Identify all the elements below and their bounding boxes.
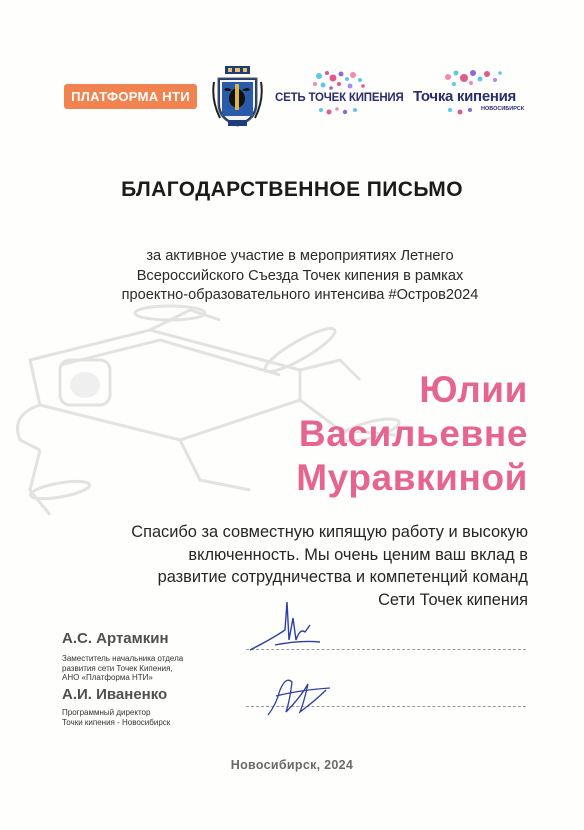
signatory-name: А.И. Иваненко [62, 686, 168, 703]
document-title: БЛАГОДАРСТВЕННОЕ ПИСЬМО [121, 178, 463, 201]
role-line: АНО «Платформа НТИ» [62, 673, 153, 682]
tk-logo-subtitle: НОВОСИБИРСК [481, 106, 525, 112]
thanks-text [28, 521, 528, 611]
intro-line: проектно-образовательного интенсива #Остров2024 [121, 287, 479, 303]
role-line: Программный директор [62, 708, 151, 717]
intro-line: Всероссийского Съезда Точек кипения в рамках [136, 267, 464, 284]
tochka-kipeniya-novosibirsk-logo [410, 68, 535, 118]
recipient-last-name: Муравкиной [296, 457, 528, 498]
thanks-line: развитие сотрудничества и компетенций команд [157, 568, 528, 586]
signature-line [246, 649, 526, 650]
thanks-line: Спасибо за совместную кипящую работу и высокую [131, 523, 528, 541]
role-line: Заместитель начальника отдела [62, 654, 184, 663]
place-and-year: Новосибирск, 2024 [230, 758, 354, 772]
signature-line [246, 706, 526, 707]
recipient-patronymic: Васильевне [298, 413, 528, 454]
thanks-line: Сети Точек кипения [378, 590, 528, 609]
signatory-name: А.С. Артамкин [62, 630, 169, 647]
platforma-nti-logo: ПЛАТФОРМА НТИ [64, 84, 197, 109]
set-logo-text: СЕТЬ ТОЧЕК КИПЕНИЯ [275, 92, 404, 104]
intro-line: за активное участие в мероприятиях Летнего [146, 248, 454, 264]
recipient-name [296, 368, 528, 500]
tk-logo-text: Точка кипения [413, 88, 516, 105]
bubbles-bottom-icon [275, 106, 405, 118]
bubbles-icon [275, 70, 405, 94]
role-line: развития сети Точек Кипения, [62, 663, 173, 673]
novosibirsk-coat-of-arms-icon [210, 64, 265, 128]
set-tochek-kipeniya-logo [275, 70, 405, 116]
role-line: Точки кипения - Новосибирск [62, 717, 171, 727]
signatory-role [62, 654, 222, 683]
thanks-line: включенность. Мы очень ценим ваш вклад в [188, 545, 528, 564]
recipient-first-name: Юлии [419, 369, 528, 410]
signatory-role [62, 708, 222, 727]
